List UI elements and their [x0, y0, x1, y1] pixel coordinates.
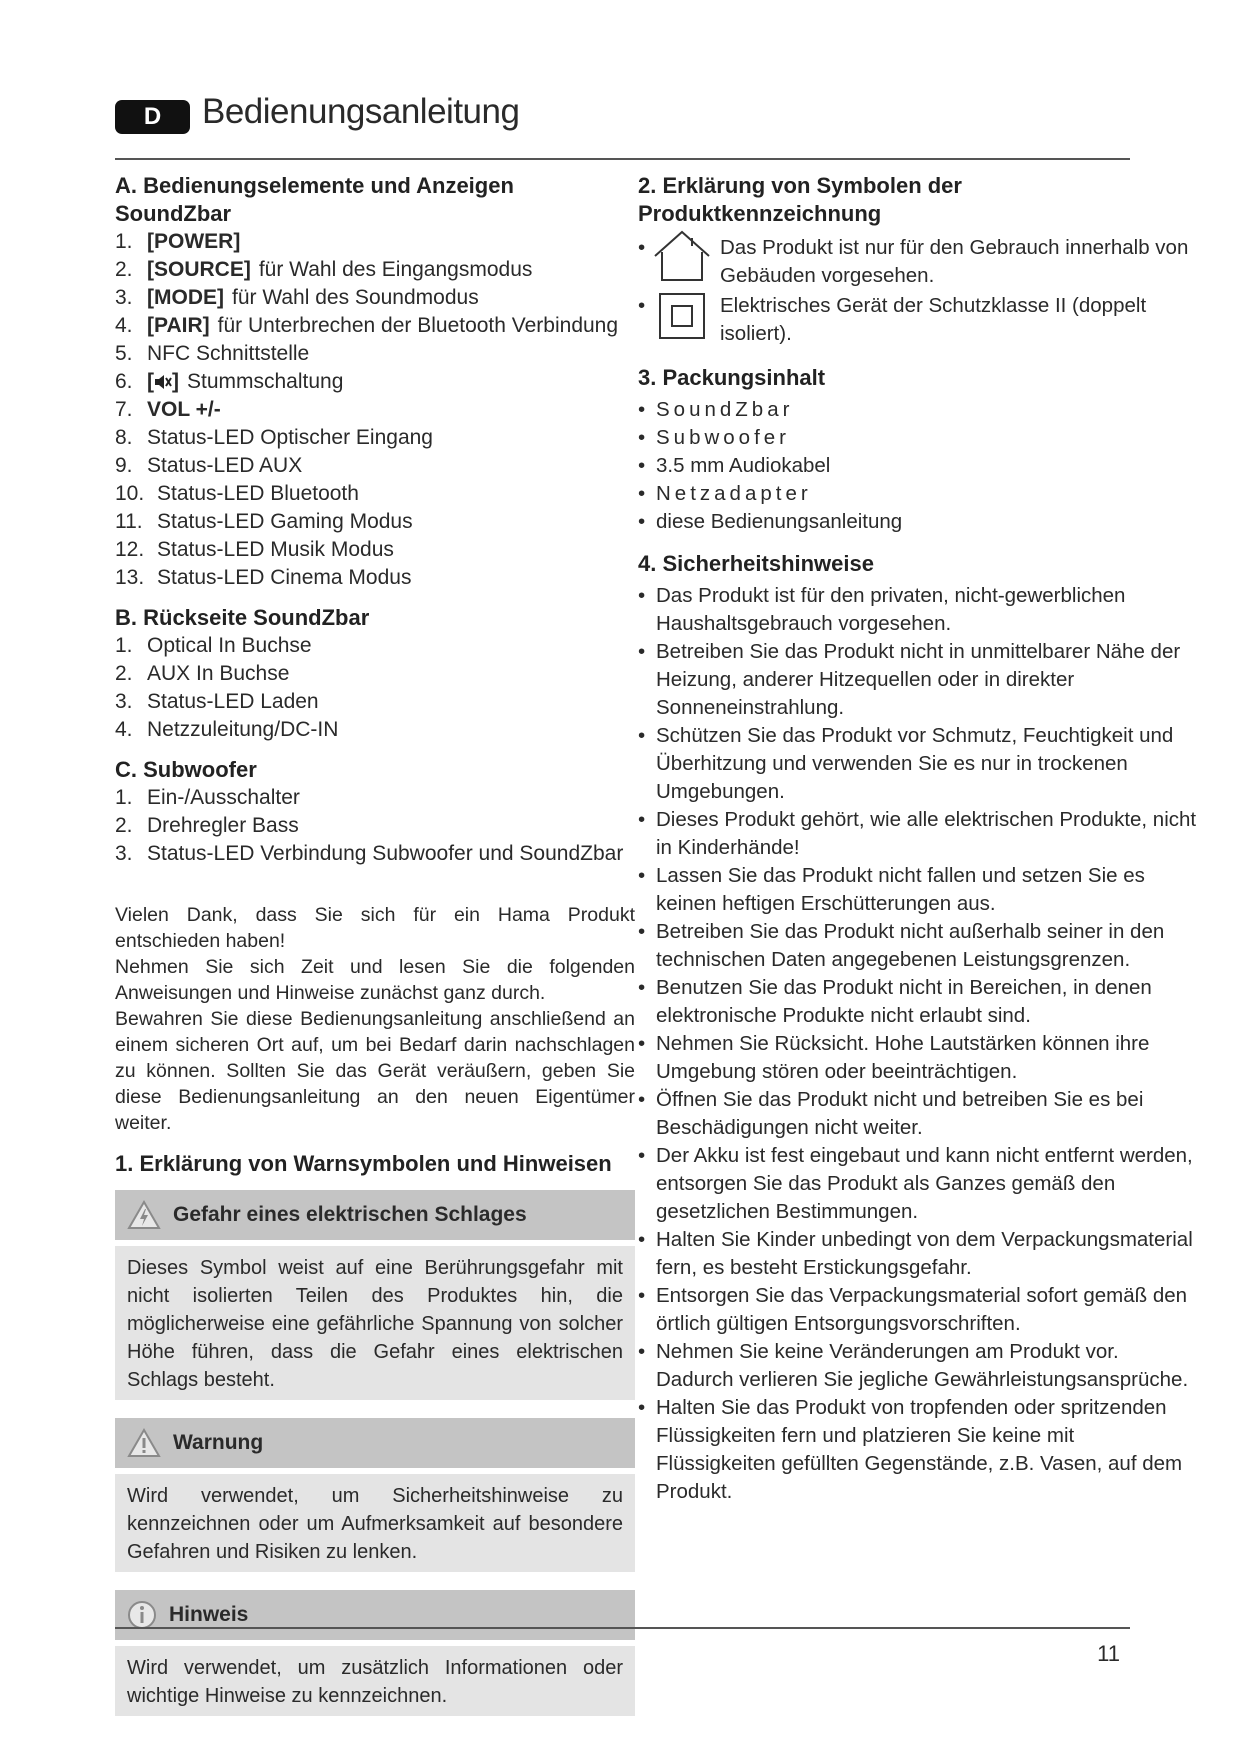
warning-notice-header — [115, 1418, 635, 1468]
safety-list — [638, 582, 1198, 1506]
list-item: 3. Status-LED Verbindung Subwoofer und SoundZbar — [115, 842, 624, 865]
intro-text — [115, 902, 635, 1136]
list-item: • Entsorgen Sie das Verpackungsmaterial sofort gemäß den örtlich gültigen Entsorgungsvorschriften. — [638, 1282, 1198, 1338]
list-item: • Nehmen Sie keine Veränderungen am Produkt vor. Dadurch verlieren Sie jegliche Gewährleistungsansprüche. — [638, 1338, 1198, 1394]
left-column — [115, 172, 635, 1716]
list-item: 6. [ ] Stummschaltung — [115, 370, 344, 393]
hint-notice-header — [115, 1590, 635, 1640]
list-item: • Schützen Sie das Produkt vor Schmutz, Feuchtigkeit und Überhitzung und verwenden Sie es nur in trockenen Umgebungen. — [638, 722, 1198, 806]
list-item: • SoundZbar — [638, 396, 1208, 424]
list-item: • Nehmen Sie Rücksicht. Hohe Lautstärken können ihre Umgebung stören oder beeinträchtigen. — [638, 1030, 1198, 1086]
intro-paragraph: Vielen Dank, dass Sie sich für ein Hama Produkt entschieden haben! — [115, 904, 635, 952]
page-number: 11 — [1097, 1641, 1120, 1666]
section-b-list — [115, 632, 635, 744]
warning-notice-title: Warnung — [173, 1431, 264, 1454]
symbol-list — [638, 234, 1208, 348]
section-c-heading: C. Subwoofer — [115, 757, 257, 782]
list-item: 3. [MODE] für Wahl des Soundmodus — [115, 286, 479, 309]
section-a-heading: A. Bedienungselemente und Anzeigen SoundZbar — [115, 173, 514, 226]
language-badge: D — [115, 100, 190, 134]
danger-notice-header — [115, 1190, 635, 1240]
page-footer — [115, 1627, 1130, 1666]
package-contents-list — [638, 396, 1208, 536]
list-item: • Subwoofer — [638, 424, 1208, 452]
list-item: • Dieses Produkt gehört, wie alle elektrischen Produkte, nicht in Kinderhände! — [638, 806, 1198, 862]
list-item: 10. Status-LED Bluetooth — [115, 482, 359, 505]
list-item: • 3.5 mm Audiokabel — [638, 452, 1208, 480]
intro-paragraph: Nehmen Sie sich Zeit und lesen Sie die folgenden Anweisungen und Hinweise zunächst ganz durch. — [115, 956, 635, 1004]
list-item: • diese Bedienungsanleitung — [638, 508, 1208, 536]
info-icon — [127, 1600, 157, 1630]
section-c-list — [115, 784, 635, 868]
list-item: 1. Optical In Buchse — [115, 634, 312, 657]
page-title: Bedienungsanleitung — [202, 92, 520, 131]
list-item: 7. VOL +/- — [115, 398, 221, 421]
list-item: • Benutzen Sie das Produkt nicht in Bereichen, in denen elektronische Produkte nicht erlaubt sind. — [638, 974, 1198, 1030]
right-column — [638, 172, 1208, 1506]
hint-notice-title: Hinweis — [169, 1603, 249, 1626]
list-item: • Der Akku ist fest eingebaut und kann nicht entfernt werden, entsorgen Sie das Produkt als Ganzes gemäß den gesetzlichen Bestimmungen. — [638, 1142, 1198, 1226]
list-item: 1. Ein-/Ausschalter — [115, 786, 300, 809]
list-item: 9. Status-LED AUX — [115, 454, 303, 477]
list-item: 5. NFC Schnittstelle — [115, 342, 310, 365]
protection-class-ii-icon — [658, 292, 706, 340]
list-item: 12. Status-LED Musik Modus — [115, 538, 394, 561]
list-item: 4. Netzzuleitung/DC-IN — [115, 718, 339, 741]
list-item: • Halten Sie Kinder unbedingt von dem Verpackungsmaterial fern, es besteht Erstickungsgefahr. — [638, 1226, 1198, 1282]
list-item: 2. Drehregler Bass — [115, 814, 299, 837]
section-3-heading: 3. Packungsinhalt — [638, 365, 826, 390]
list-item: • Das Produkt ist für den privaten, nicht-gewerblichen Haushaltsgebrauch vorgesehen. — [638, 582, 1198, 638]
list-item: 1. [POWER] — [115, 230, 241, 253]
list-item: 8. Status-LED Optischer Eingang — [115, 426, 433, 449]
list-item: 13. Status-LED Cinema Modus — [115, 566, 412, 589]
list-item: 4. [PAIR] für Unterbrechen der Bluetooth Verbindung — [115, 314, 619, 337]
section-b-heading: B. Rückseite SoundZbar — [115, 605, 370, 630]
page-header — [115, 92, 1130, 160]
section-2-heading: 2. Erklärung von Symbolen der Produktkennzeichnung — [638, 173, 962, 226]
list-item: 2. AUX In Buchse — [115, 662, 290, 685]
list-item: 2. [SOURCE] für Wahl des Eingangsmodus — [115, 258, 533, 281]
list-item: • Das Produkt ist nur für den Gebrauch innerhalb von Gebäuden vorgesehen. — [638, 234, 1208, 290]
list-item: • Betreiben Sie das Produkt nicht außerhalb seiner in den technischen Daten angegebenen Leistungsgrenzen. — [638, 918, 1198, 974]
hint-notice-text: Wird verwendet, um zusätzlich Informationen oder wichtige Hinweise zu kennzeichnen. — [115, 1646, 635, 1716]
list-item: • Netzadapter — [638, 480, 1208, 508]
section-a-list — [115, 228, 635, 592]
warning-triangle-icon — [127, 1428, 161, 1458]
danger-notice-title: Gefahr eines elektrischen Schlages — [173, 1203, 527, 1226]
list-item: • Halten Sie das Produkt von tropfenden oder spritzenden Flüssigkeiten fern und platzieren Sie keine mit Flüssigkeiten gefüllten Gegenstände, z.B. Vasen, auf dem Produkt. — [638, 1394, 1198, 1506]
list-item: • Lassen Sie das Produkt nicht fallen und setzen Sie es keinen heftigen Erschütterungen aus. — [638, 862, 1198, 918]
mute-icon — [154, 374, 172, 390]
list-item: 3. Status-LED Laden — [115, 690, 319, 713]
danger-notice-text: Dieses Symbol weist auf eine Berührungsgefahr mit nicht isolierten Teilen des Produktes hin, die möglicherweise eine gefährliche Spannung von solcher Höhe führen, dass die Gefahr eines elektrischen Schlags besteht. — [115, 1246, 635, 1400]
list-item: • Öffnen Sie das Produkt nicht und betreiben Sie es bei Beschädigungen nicht weiter. — [638, 1086, 1198, 1142]
section-1-heading: 1. Erklärung von Warnsymbolen und Hinweisen — [115, 1151, 612, 1176]
list-item: • Betreiben Sie das Produkt nicht in unmittelbarer Nähe der Heizung, anderer Hitzequellen oder in direkter Sonneneinstrahlung. — [638, 638, 1198, 722]
list-item: 11. Status-LED Gaming Modus — [115, 510, 413, 533]
list-item: • Elektrisches Gerät der Schutzklasse II (doppelt isoliert). — [638, 294, 1147, 345]
warning-notice-text: Wird verwendet, um Sicherheitshinweise zu kennzeichnen oder um Aufmerksamkeit auf besondere Gefahren und Risiken zu lenken. — [115, 1474, 635, 1572]
indoor-use-house-icon — [652, 228, 712, 284]
electric-shock-warning-icon — [127, 1200, 161, 1230]
intro-paragraph: Bewahren Sie diese Bedienungsanleitung anschließend an einem sicheren Ort auf, um bei Bedarf darin nachschlagen zu können. Sollten Sie das Gerät veräußern, geben Sie diese Bedienungsanleitung an den neuen Eigentümer weiter. — [115, 1008, 635, 1134]
section-4-heading: 4. Sicherheitshinweise — [638, 551, 874, 576]
